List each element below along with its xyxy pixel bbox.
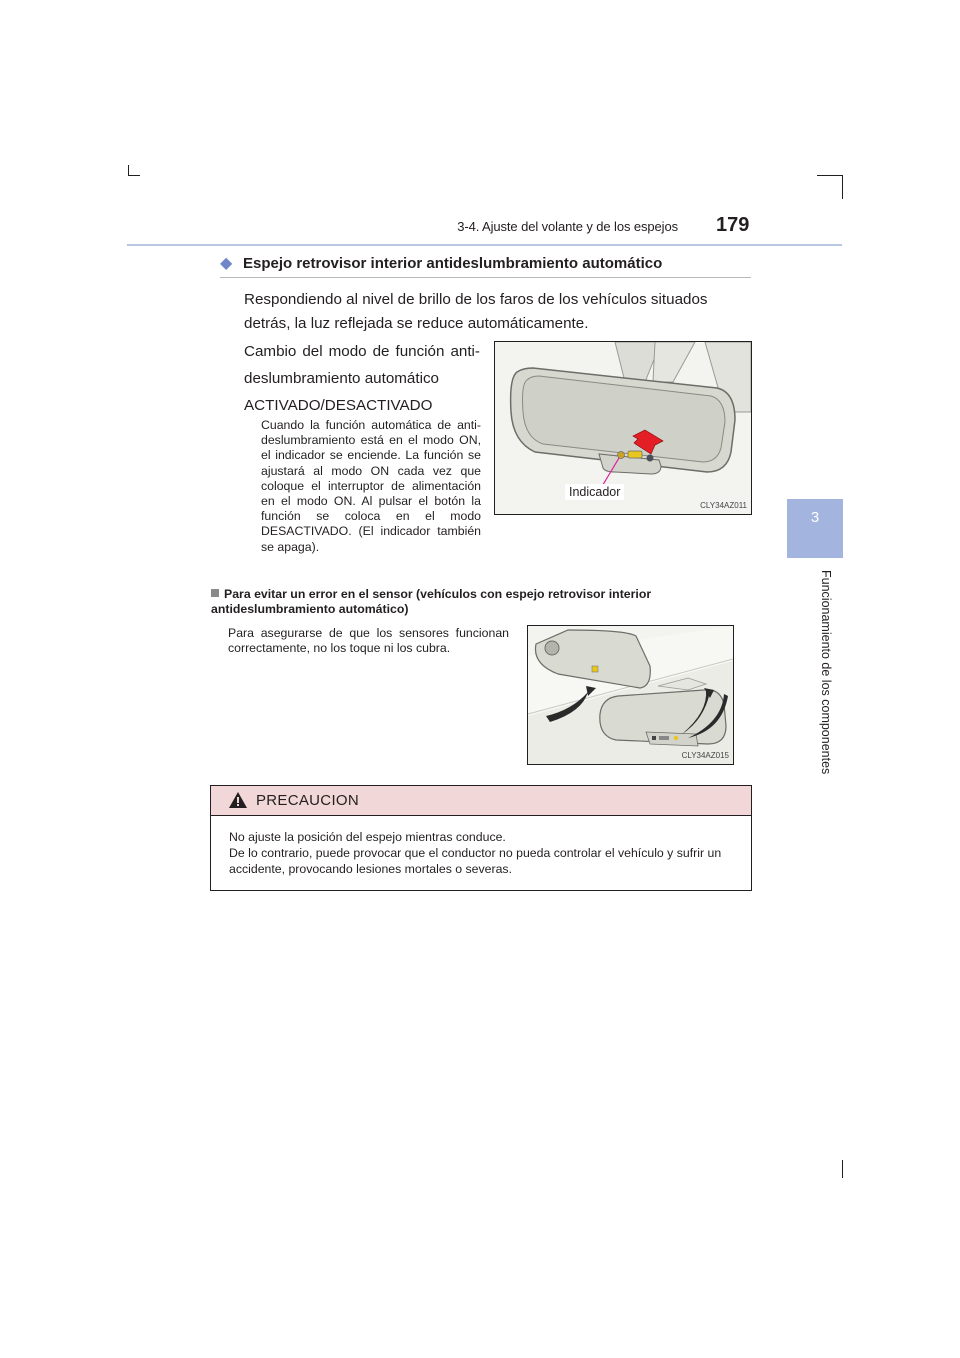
- crop-mark: [817, 175, 843, 176]
- caution-body: [229, 829, 743, 877]
- caution-header: [211, 786, 751, 816]
- mode-heading-line: Cambio del modo de función anti-: [244, 343, 480, 360]
- crop-mark: [128, 165, 129, 175]
- subsection-heading: [220, 255, 751, 278]
- sensor-note-title: [211, 587, 751, 617]
- crop-mark: [842, 1160, 843, 1178]
- caution-box: [210, 785, 752, 891]
- chapter-tab: [787, 499, 843, 558]
- square-bullet-icon: [211, 589, 219, 597]
- sensor-note-title-text: Para evitar un error en el sensor (vehículos con espejo retrovisor interior antideslumbramiento automático): [211, 587, 652, 616]
- chapter-title: Funcionamiento de los componentes: [819, 570, 833, 775]
- page-number: 179: [716, 214, 750, 236]
- caution-title: PRECAUCION: [256, 792, 360, 809]
- sensor-note-text: Para asegurarse de que los sensores funcionan correctamente, no los toque ni los cubra.: [228, 626, 509, 656]
- indicator-callout: Indicador: [565, 484, 624, 500]
- figure-code: CLY34AZ015: [681, 751, 729, 760]
- subsection-title: Espejo retrovisor interior antideslumbramiento automático: [243, 255, 663, 272]
- mirror-figure: [494, 341, 752, 515]
- crop-mark: [128, 175, 140, 176]
- diamond-bullet-icon: ◆: [220, 255, 233, 272]
- crop-mark: [842, 175, 843, 199]
- sensor-figure: [527, 625, 734, 765]
- mode-heading-line: ACTIVADO/DESACTIVADO: [244, 397, 433, 414]
- mode-heading-line: deslumbramiento automático: [244, 370, 440, 387]
- chapter-number: 3: [810, 509, 820, 526]
- intro-paragraph: Respondiendo al nivel de brillo de los faros de los vehículos situados detrás, la luz reflejada se reduce automáticamente.: [244, 291, 708, 332]
- caution-line: De lo contrario, puede provocar que el conductor no pueda controlar el vehículo y sufrir un accidente, provocando lesiones mortales o severas.: [229, 846, 722, 876]
- mode-detail: Cuando la función automática de anti-deslumbramiento está en el modo ON, el indicador se enciende. La función se ajustará al modo ON cada vez que coloque el interruptor de alimentación en el modo ON. Al pulsar el botón la función se coloca en el modo DESACTIVADO. (El indicador también se apaga).: [261, 418, 481, 554]
- sensor-illustration: [528, 626, 733, 764]
- header-divider: [127, 244, 842, 246]
- section-header: 3-4. Ajuste del volante y de los espejos: [457, 219, 678, 234]
- mode-heading: [244, 338, 480, 419]
- warning-triangle-icon: [229, 792, 247, 808]
- caution-line: No ajuste la posición del espejo mientras conduce.: [229, 830, 506, 844]
- figure-code: CLY34AZ011: [700, 501, 747, 510]
